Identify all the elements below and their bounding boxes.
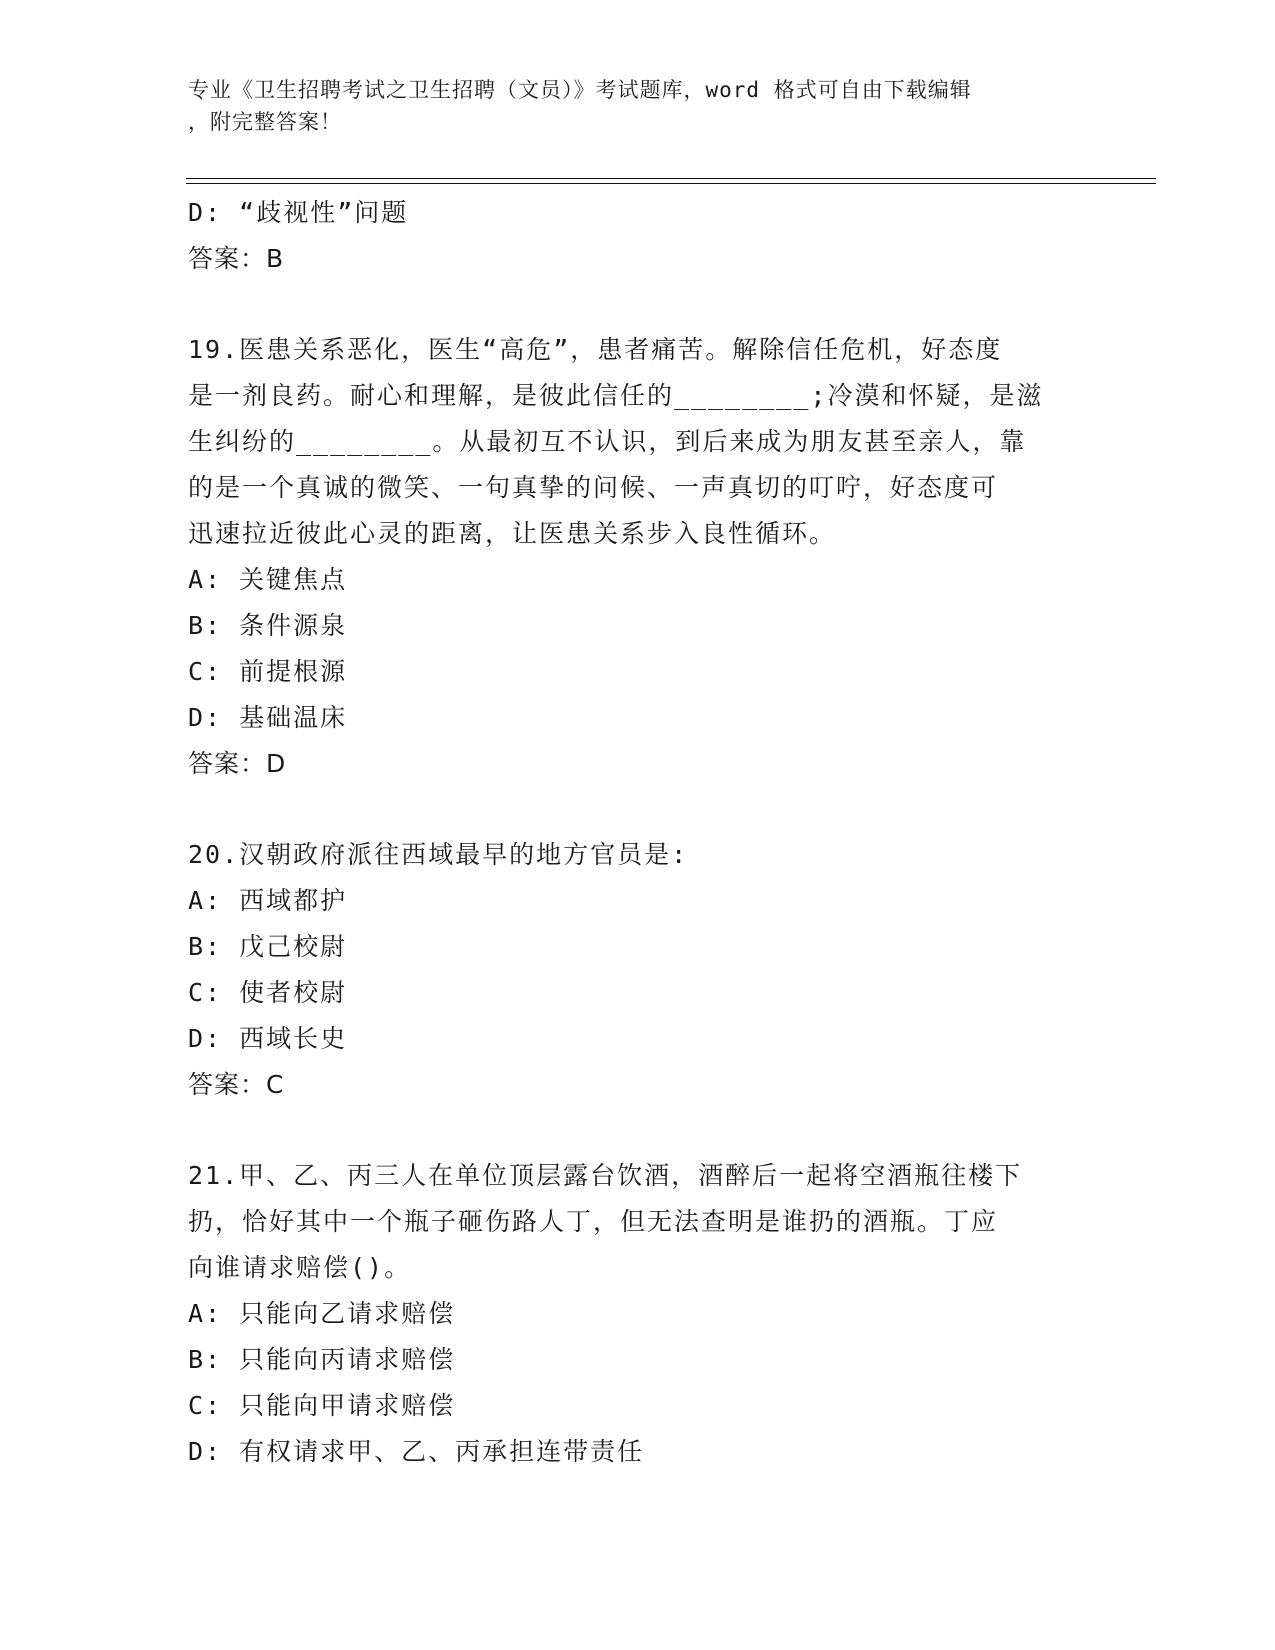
option-b: B: 戊己校尉 xyxy=(188,932,348,961)
option-d: D: “歧视性”问题 xyxy=(188,198,409,227)
question-text xyxy=(188,327,1068,557)
question-text-line: 19.医患关系恶化，医生“高危”，患者痛苦。解除信任危机，好态度 xyxy=(188,335,1003,364)
question-text-line: 扔，恰好其中一个瓶子砸伤路人丁，但无法查明是谁扔的酒瓶。丁应 xyxy=(188,1207,999,1236)
option-a: A: 只能向乙请求赔偿 xyxy=(188,1299,456,1328)
option-d: D: 基础温床 xyxy=(188,703,348,732)
option-c: C: 只能向甲请求赔偿 xyxy=(188,1391,456,1420)
header-line-2: ，附完整答案！ xyxy=(188,110,342,134)
answer-line: 答案：D xyxy=(188,749,287,778)
question-text-line: 21.甲、乙、丙三人在单位顶层露台饮酒，酒醉后一起将空酒瓶往楼下 xyxy=(188,1161,1023,1190)
question-text xyxy=(188,1153,1068,1291)
header-divider-top xyxy=(186,178,1156,179)
previous-question-tail xyxy=(188,190,1068,282)
answer-line: 答案：C xyxy=(188,1070,285,1099)
option-a: A: 关键焦点 xyxy=(188,565,348,594)
option-d: D: 有权请求甲、乙、丙承担连带责任 xyxy=(188,1437,645,1466)
answer-line: 答案：B xyxy=(188,244,285,273)
header-line-1: 专业《卫生招聘考试之卫生招聘（文员）》考试题库，word 格式可自由下载编辑 xyxy=(188,78,972,102)
option-d: D: 西域长史 xyxy=(188,1024,348,1053)
document-header xyxy=(188,74,1068,138)
question-text xyxy=(188,832,1068,878)
option-c: C: 使者校尉 xyxy=(188,978,348,1007)
question-text-line: 迅速拉近彼此心灵的距离，让医患关系步入良性循环。 xyxy=(188,519,837,548)
question-19 xyxy=(188,327,1068,787)
question-text-line: 的是一个真诚的微笑、一句真挚的问候、一声真切的叮咛，好态度可 xyxy=(188,473,999,502)
question-21 xyxy=(188,1153,1068,1475)
header-divider-bottom xyxy=(186,183,1156,184)
document-body xyxy=(188,190,1068,1475)
option-a: A: 西域都护 xyxy=(188,886,348,915)
option-b: B: 条件源泉 xyxy=(188,611,348,640)
question-text-line: 是一剂良药。耐心和理解，是彼此信任的________;冷漠和怀疑，是滋 xyxy=(188,381,1044,410)
question-text-line: 20.汉朝政府派往西域最早的地方官员是: xyxy=(188,840,689,869)
question-20 xyxy=(188,832,1068,1108)
question-text-line: 生纠纷的________。从最初互不认识，到后来成为朋友甚至亲人，靠 xyxy=(188,427,1027,456)
option-c: C: 前提根源 xyxy=(188,657,348,686)
option-b: B: 只能向丙请求赔偿 xyxy=(188,1345,456,1374)
question-text-line: 向谁请求赔偿()。 xyxy=(188,1253,412,1282)
